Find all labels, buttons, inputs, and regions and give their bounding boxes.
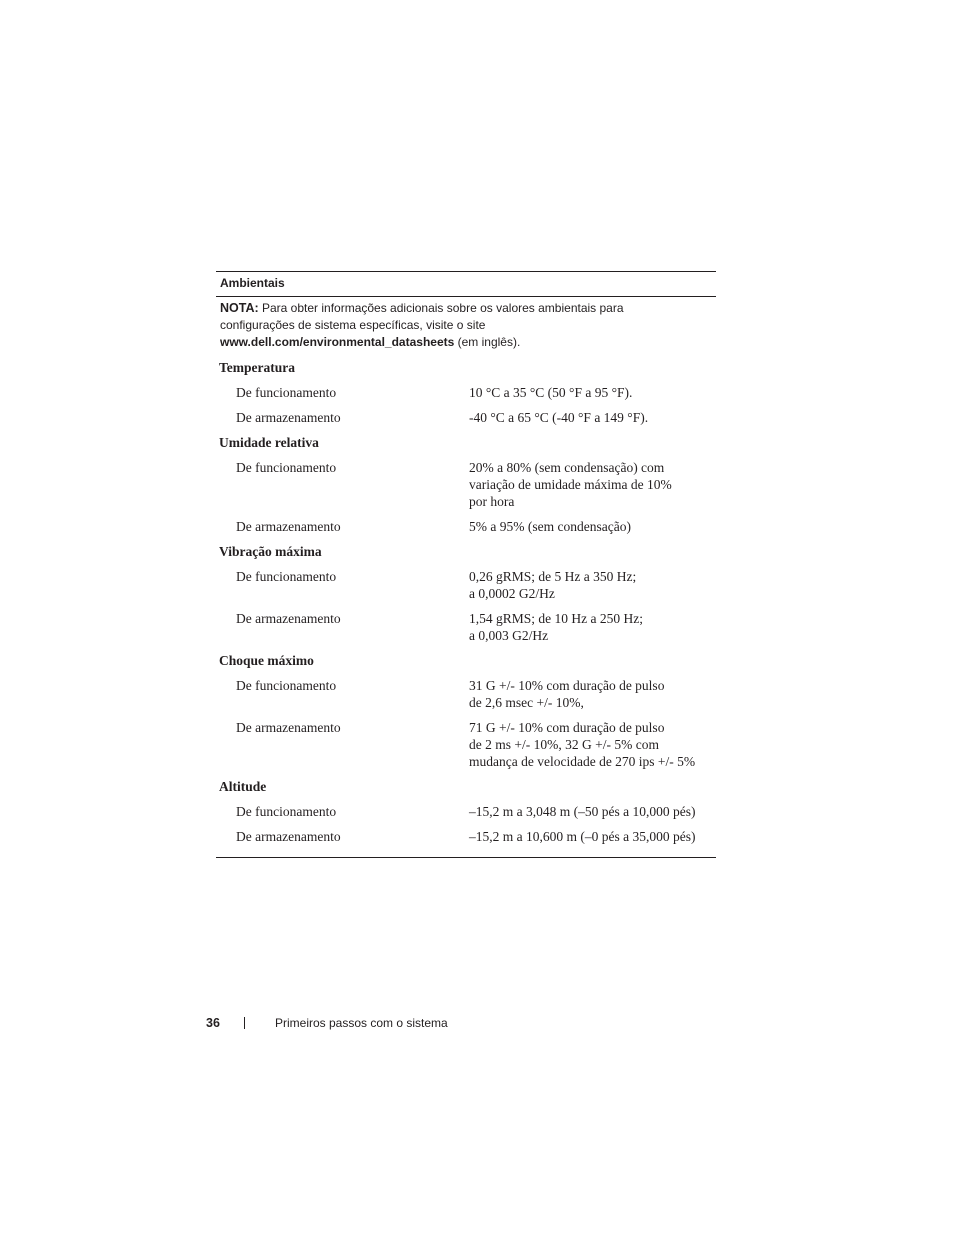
spec-sections [216, 359, 716, 853]
chapter-title: Primeiros passos com o sistema [275, 1016, 448, 1030]
spec-row [216, 409, 716, 434]
footer-separator [244, 1017, 245, 1029]
spec-value: -40 °C a 65 °C (-40 °F a 149 °F). [469, 410, 649, 425]
page-footer [206, 1016, 448, 1030]
table-header: Ambientais [216, 272, 716, 297]
note-text-end: (em inglês). [454, 335, 521, 349]
spec-value: 71 G +/- 10% com duração de pulso de 2 ms +/- 10%, 32 G +/- 5% com mudança de velocidade de 270 ips +/- 5% [469, 720, 696, 769]
spec-value: –15,2 m a 10,600 m (–0 pés a 35,000 pés) [469, 829, 696, 844]
spec-label: De armazenamento [236, 410, 341, 425]
spec-label: De funcionamento [236, 569, 337, 584]
spec-value: –15,2 m a 3,048 m (–50 pés a 10,000 pés) [469, 804, 696, 819]
spec-row [216, 459, 716, 518]
spec-value: 10 °C a 35 °C (50 °F a 95 °F). [469, 385, 633, 400]
page-number: 36 [206, 1016, 220, 1030]
spec-row [216, 568, 716, 610]
spec-label: De armazenamento [236, 829, 341, 844]
spec-label: De armazenamento [236, 611, 341, 626]
section-title: Temperatura [219, 360, 295, 375]
spec-label: De funcionamento [236, 460, 337, 475]
spec-label: De armazenamento [236, 519, 341, 534]
spec-label: De funcionamento [236, 385, 337, 400]
section-title: Altitude [219, 779, 267, 794]
spec-value: 0,26 gRMS; de 5 Hz a 350 Hz; a 0,0002 G2/Hz [469, 569, 637, 601]
spec-row [216, 610, 716, 652]
spec-row [216, 719, 716, 778]
spec-value: 5% a 95% (sem condensação) [469, 519, 631, 534]
environmental-spec-table [216, 271, 716, 858]
spec-row [216, 384, 716, 409]
spec-value: 1,54 gRMS; de 10 Hz a 250 Hz; a 0,003 G2/Hz [469, 611, 643, 643]
note-block [216, 297, 640, 351]
spec-row [216, 677, 716, 719]
spec-row [216, 518, 716, 543]
section-title: Vibração máxima [219, 544, 322, 559]
spec-label: De armazenamento [236, 720, 341, 735]
datasheets-link[interactable]: www.dell.com/environmental_datasheets [220, 335, 455, 349]
section-title: Choque máximo [219, 653, 314, 668]
spec-label: De funcionamento [236, 804, 337, 819]
note-label: NOTA: [220, 301, 259, 315]
spec-value: 20% a 80% (sem condensação) com variação de umidade máxima de 10% por hora [469, 460, 672, 509]
spec-value: 31 G +/- 10% com duração de pulso de 2,6 msec +/- 10%, [469, 678, 665, 710]
spec-row [216, 828, 716, 853]
spec-row [216, 803, 716, 828]
section-title: Umidade relativa [219, 435, 319, 450]
note-text: Para obter informações adicionais sobre os valores ambientais para configurações de sistema específicas, visite o site [220, 301, 624, 332]
spec-label: De funcionamento [236, 678, 337, 693]
